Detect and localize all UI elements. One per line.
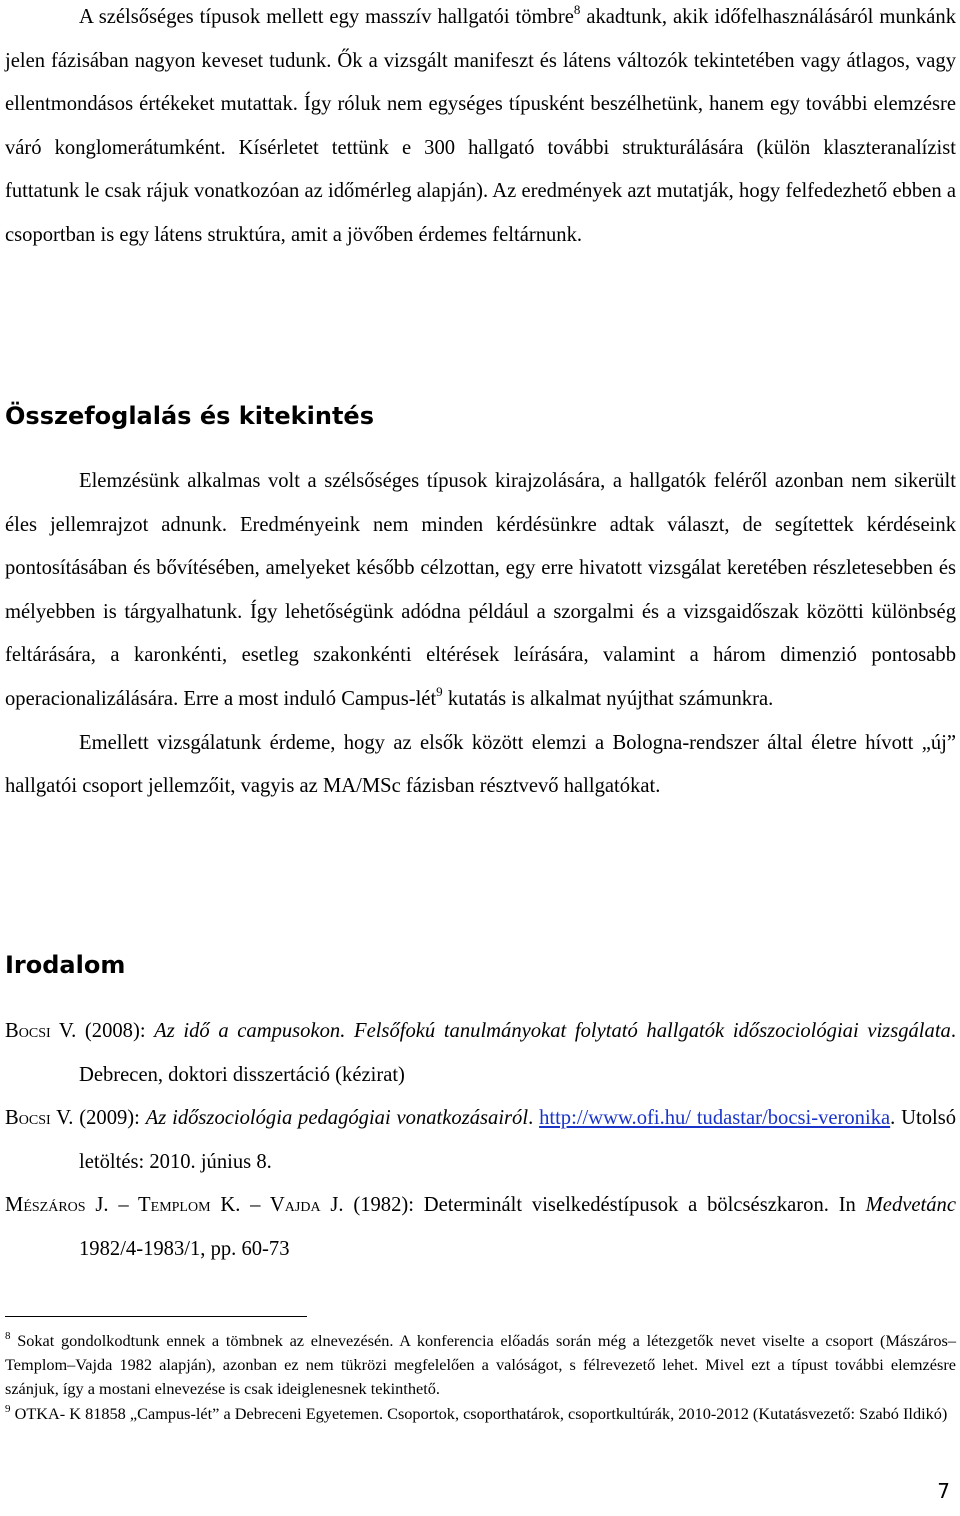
reference-title: Az időszociológia pedagógiai vonatkozásairól (145, 1107, 529, 1130)
reference-author-initial: B (5, 1020, 19, 1042)
reference-journal: Medvetánc (865, 1194, 956, 1217)
reference-author-tail: K. – (210, 1194, 270, 1217)
reference-author-name: ocsi (18, 1107, 51, 1130)
reference-title: Az idő a campusokon. Felsőfokú tanulmányokat folytató hallgatók időszociológiai vizsgálata (154, 1020, 951, 1042)
summary-section (5, 460, 956, 809)
summary-paragraph-1-text-a: Elemzésünk alkalmas volt a szélsőséges típusok kirajzolására, a hallgatók feléről azonban nem sikerült éles jellemrajzot adnunk. Eredményeink nem minden kérdésünkre adtak választ, de segítettek kérdéseink pontosításában és bővítésében, amelyeket később célzottan, egy erre hivatott vizsgálat keretében részletesebben és mélyebben is tárgyalhatunk. Így lehetőségünk adódna például a szorgalmi és a vizsgaidőszak közötti különbség feltárására, a karonkénti, esetleg szakonkénti eltérések leírására, valamint a három dimenzió pontosabb operacionalizálására. Erre a most induló Campus-lét (5, 470, 956, 710)
footnote-9 (5, 1402, 956, 1426)
reference-author-tail: V. (2008): (50, 1020, 155, 1042)
body-paragraph-text-b: akadtunk, akik időfelhasználásáról munkánk jelen fázisában nagyon keveset tudunk. Ők a vizsgált manifeszt és látens változók tekintetében vagy átlagos, vagy ellentmondásos értékeket mutattak. Így róluk nem egységes típusként beszélhetünk, hanem egy további elemzésre váró konglomerátumként. Kísérletet tettünk e 300 hallgató további strukturálására (külön klaszteranalízist futtatunk le csak rájuk vonatkozóan az időmérleg alapján). Az eredmények azt mutatják, hogy felfedezhető ebben a csoportban is egy látens struktúra, amit a jövőben érdemes feltárnunk. (5, 6, 956, 246)
reference-author-initial: B (5, 1107, 19, 1130)
reference-details: 1982/4-1983/1, pp. 60-73 (79, 1237, 290, 1260)
footnote-number: 9 (5, 1402, 11, 1415)
reference-author-tail: J. – (85, 1194, 139, 1217)
reference-details: . Utolsó letöltés: 2010. június 8. (79, 1107, 957, 1173)
footnote-text: Sokat gondolkodtunk ennek a tömbnek az elnevezésén. A konferencia előadás során még a létezgetők nevet viselte a csoport (Mászáros–Templom–Vajda 1982 alapján), azonban ez nem tükrözi megfelelően a valóságot, s félrevezető lehet. Mivel ezt a típust további elemzésre szánjuk, így a mostani elnevezése is csak ideiglenesnek tekinthető. (5, 1331, 956, 1399)
reference-author-tail: J. (1982): Determinált viselkedéstípusok a bölcsészkaron. In (320, 1194, 866, 1217)
footnote-8 (5, 1329, 956, 1402)
reference-item (5, 1184, 956, 1271)
reference-author-name: emplom (150, 1194, 211, 1217)
reference-details: . Debrecen, doktori disszertáció (kézirat) (79, 1020, 956, 1086)
reference-author-initial: T (138, 1194, 151, 1217)
reference-link[interactable]: http://www.ofi.hu/ tudastar/bocsi-veronika (539, 1107, 891, 1130)
reference-author-tail: V. (2009): (50, 1107, 146, 1130)
footnote-number: 8 (5, 1330, 11, 1342)
footnote-ref-8[interactable]: 8 (573, 2, 581, 17)
reference-list (5, 1010, 956, 1272)
reference-author-initial: V (269, 1194, 285, 1217)
reference-author-name: észáros (23, 1194, 86, 1217)
summary-paragraph-1 (5, 460, 956, 722)
summary-paragraph-2: Emellett vizsgálatunk érdeme, hogy az elsők között elemzi a Bologna-rendszer által életre hívott „új” hallgatói csoport jellemzőit, vagyis az MA/MSc fázisban résztvevő hallgatókat. (5, 731, 956, 798)
reference-author-name: ajda (284, 1194, 321, 1217)
page-number: 7 (937, 1479, 950, 1503)
reference-author-name: ocsi (18, 1020, 51, 1042)
footnotes (5, 1329, 956, 1426)
reference-item (5, 1010, 956, 1097)
summary-paragraph-1-text-b: kutatás is alkalmat nyújthat számunkra. (442, 687, 774, 710)
footnote-divider (5, 1316, 307, 1317)
footnote-ref-9[interactable]: 9 (436, 683, 443, 699)
section-heading-references: Irodalom (5, 951, 126, 979)
footnote-text: OTKA- K 81858 „Campus-lét” a Debreceni Egyetemen. Csoportok, csoporthatárok, csoportkultúrák, 2010-2012 (Kutatásvezető: Szabó Ildikó) (10, 1403, 948, 1423)
body-paragraph (5, 0, 956, 258)
reference-item (5, 1097, 956, 1184)
reference-separator: . (528, 1107, 540, 1130)
body-paragraph-text-a: A szélsőséges típusok mellett egy masszív hallgatói tömbre (79, 6, 574, 28)
section-heading-summary: Összefoglalás és kitekintés (5, 402, 374, 430)
reference-author-initial: M (5, 1194, 24, 1217)
